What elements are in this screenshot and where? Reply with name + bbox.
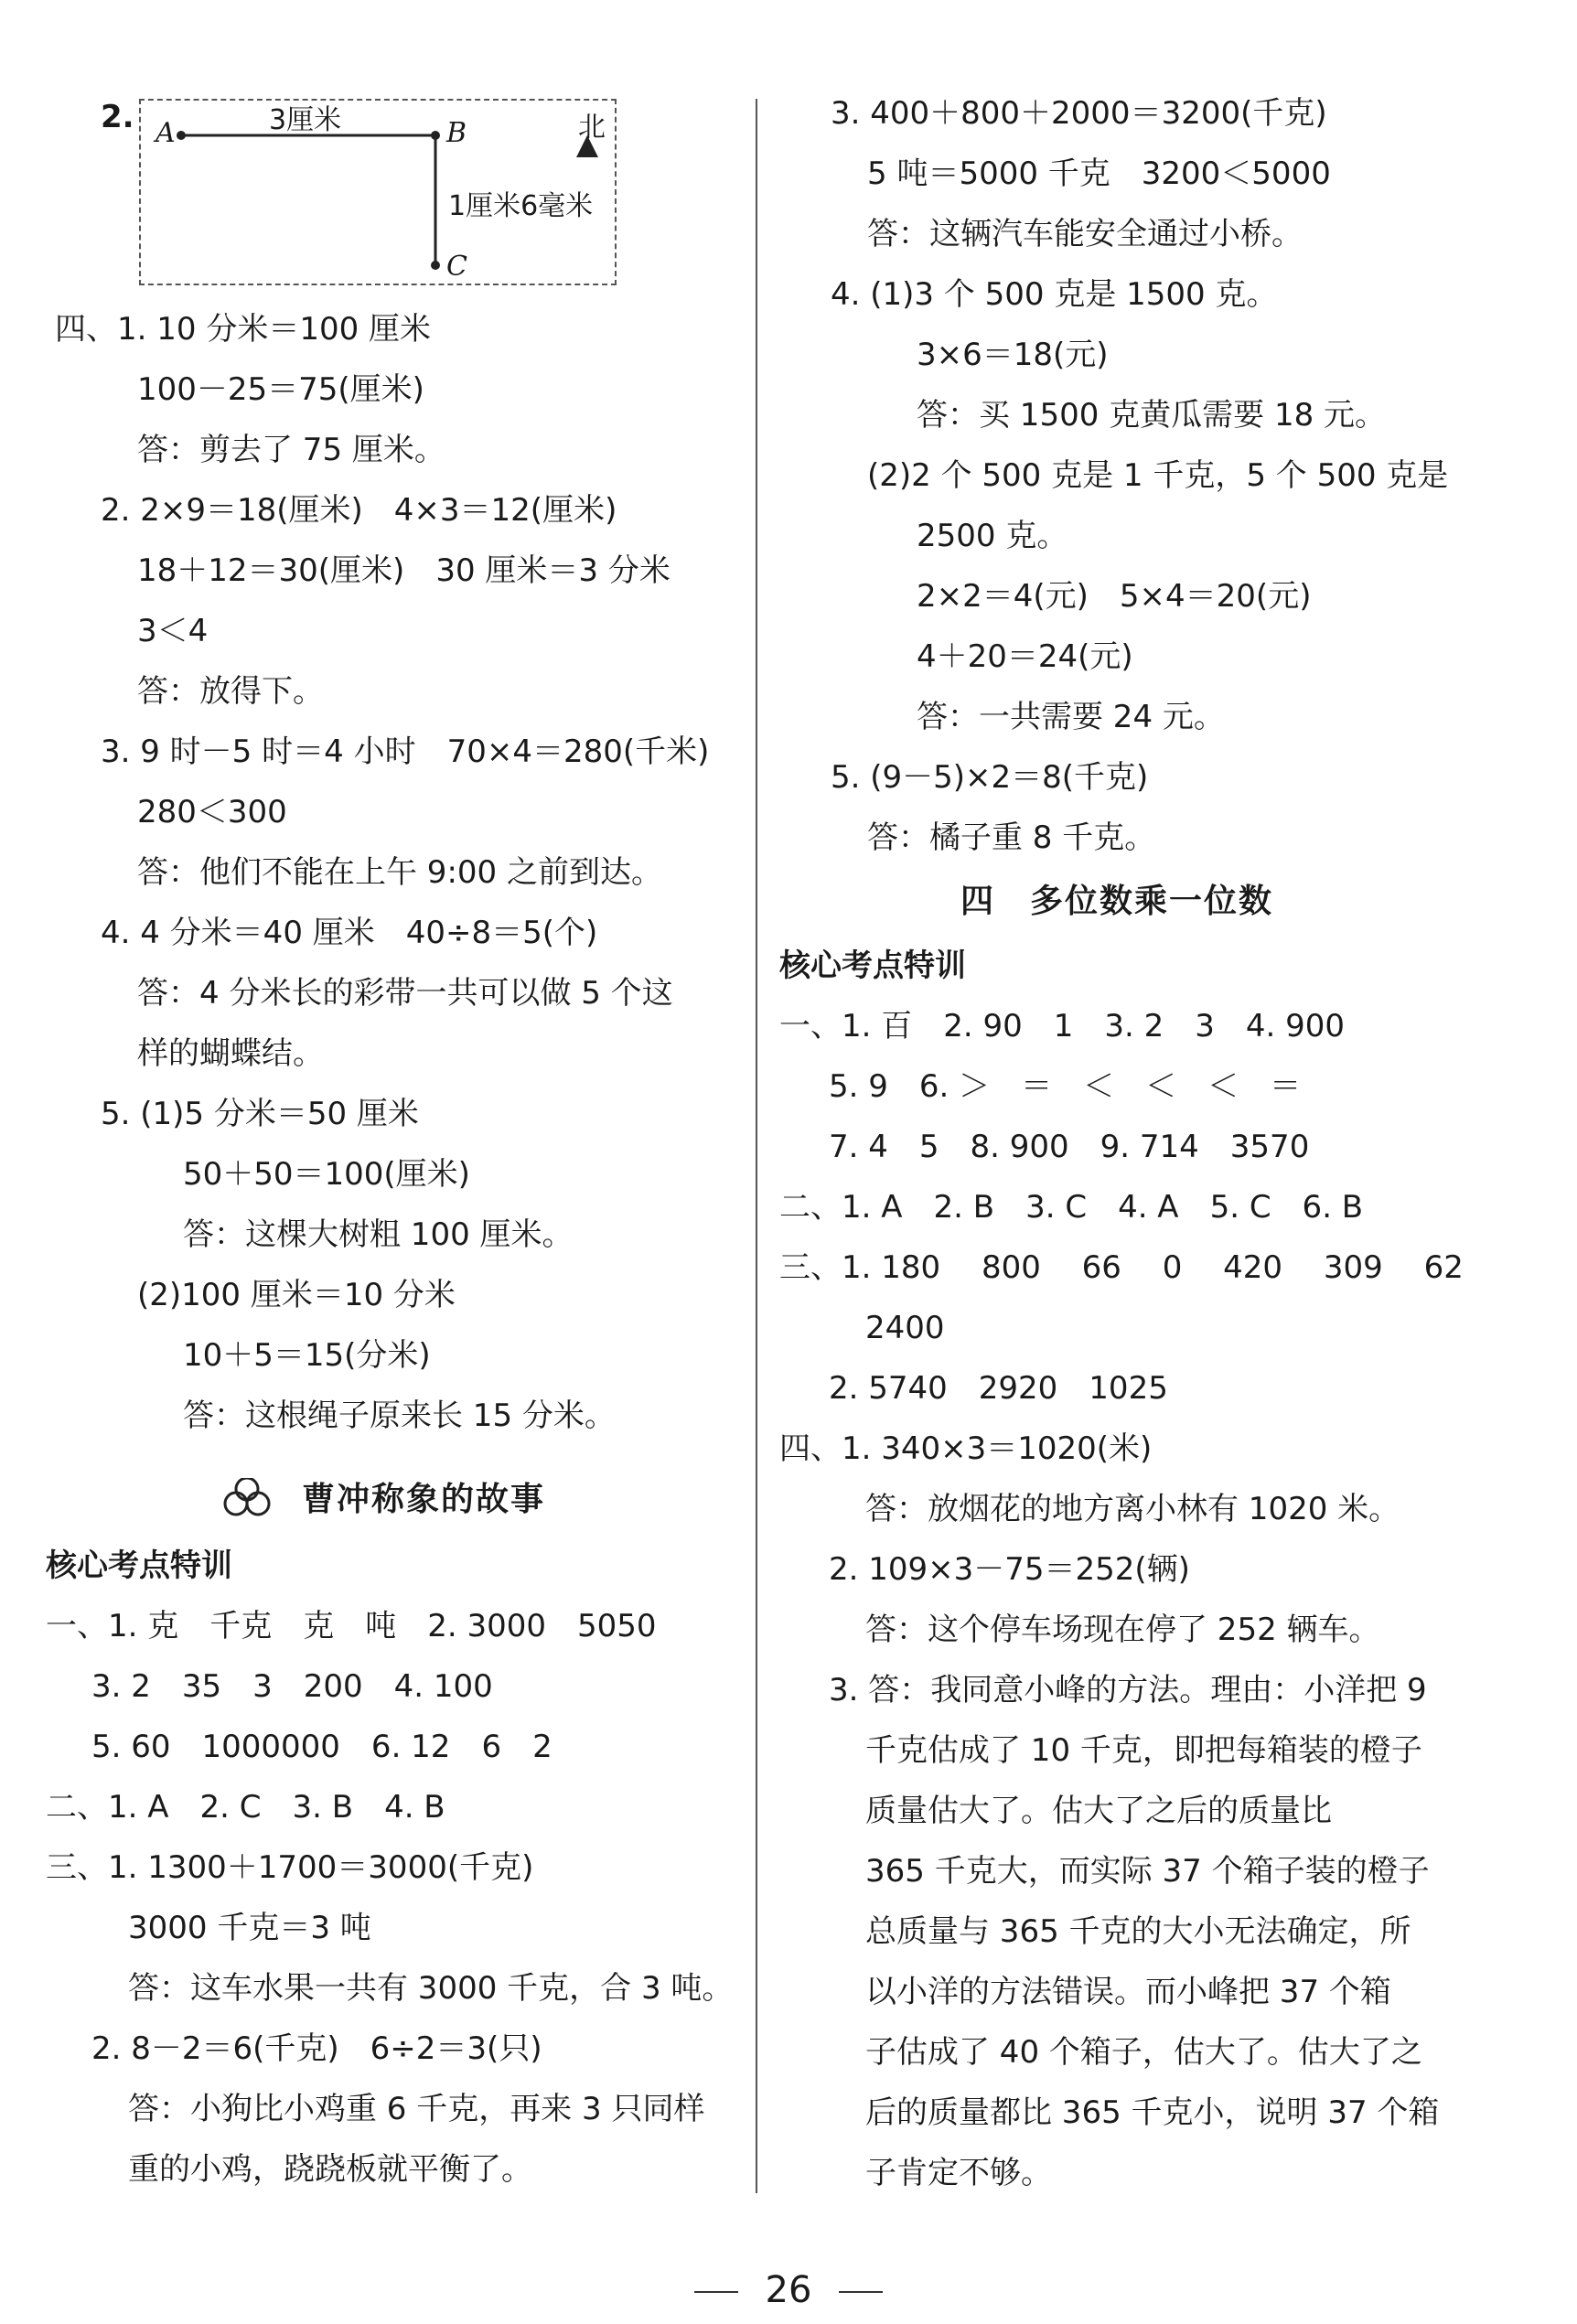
left-line: 2. 2×9＝18(厘米) 4×3＝12(厘米) [101, 492, 617, 529]
right-line-2: 2. 109×3－75＝252(辆) [829, 1551, 1190, 1588]
right-line-2: 质量估大了。估大了之后的质量比 [865, 1793, 1332, 1829]
page-number-text: 26 [765, 2269, 812, 2311]
subheading-left: 核心考点特训 [46, 1548, 232, 1584]
left-line-2: 答：这车水果一共有 3000 千克，合 3 吨。 [128, 1970, 734, 2007]
left-line: 100－25＝75(厘米) [137, 371, 424, 408]
right-line: 答：橘子重 8 千克。 [867, 819, 1156, 856]
right-line-2: 千克估成了 10 千克，即把每箱装的橙子 [865, 1732, 1422, 1769]
section-title-text: 曹冲称象的故事 [302, 1481, 546, 1518]
right-line: 2500 克。 [917, 518, 1068, 554]
left-line: 样的蝴蝶结。 [137, 1035, 324, 1072]
left-line: (2)100 厘米＝10 分米 [137, 1277, 456, 1313]
right-line-2: 7. 4 5 8. 900 9. 714 3570 [829, 1129, 1310, 1165]
left-line: 答：这棵大树粗 100 厘米。 [183, 1216, 574, 1253]
left-line-2: 答：小狗比小鸡重 6 千克，再来 3 只同样 [128, 2091, 705, 2127]
right-line-2: 答：这个停车场现在停了 252 辆车。 [865, 1612, 1380, 1648]
section-title-right: 四 多位数乘一位数 [960, 883, 1274, 920]
left-line-2: 三、1. 1300＋1700＝3000(千克) [46, 1849, 534, 1886]
point-c [431, 261, 440, 270]
left-line-2: 3. 2 35 3 200 4. 100 [91, 1668, 493, 1705]
direction-diagram [139, 99, 617, 285]
left-line: 4. 4 分米＝40 厘米 40÷8＝5(个) [101, 915, 598, 951]
label-north: 北 [578, 112, 606, 144]
label-c: C [446, 251, 467, 283]
left-line: 四、1. 10 分米＝100 厘米 [55, 311, 432, 348]
left-line-2: 2. 8－2＝6(千克) 6÷2＝3(只) [91, 2030, 542, 2067]
left-line: 答：他们不能在上午 9:00 之前到达。 [137, 854, 662, 891]
left-line-2: 一、1. 克 千克 克 吨 2. 3000 5050 [46, 1608, 657, 1644]
label-ab-length: 3厘米 [269, 104, 342, 136]
right-line-2: 5. 9 6. ＞ ＝ ＜ ＜ ＜ ＝ [829, 1068, 1302, 1105]
point-b [431, 131, 440, 140]
right-line-2: 子肯定不够。 [865, 2155, 1052, 2191]
left-line-2: 二、1. A 2. C 3. B 4. B [46, 1789, 445, 1826]
right-line: 5. (9－5)×2＝8(千克) [831, 759, 1149, 796]
right-line-2: 365 千克大，而实际 37 个箱子装的橙子 [865, 1853, 1430, 1890]
point-a [177, 131, 186, 140]
right-line-2: 子估成了 40 个箱子，估大了。估大了之 [865, 2034, 1422, 2071]
left-line-2: 5. 60 1000000 6. 12 6 2 [91, 1729, 552, 1765]
column-divider [756, 99, 757, 2193]
right-line-2: 后的质量都比 365 千克小，说明 37 个箱 [865, 2094, 1440, 2131]
right-line-2: 答：放烟花的地方离小林有 1020 米。 [865, 1491, 1400, 1527]
right-line: 3×6＝18(元) [917, 337, 1109, 373]
subheading-right: 核心考点特训 [779, 948, 966, 984]
right-line: 答：买 1500 克黄瓜需要 18 元。 [917, 397, 1387, 434]
left-line: 50＋50＝100(厘米) [183, 1156, 470, 1193]
left-line: 10＋5＝15(分米) [183, 1337, 431, 1374]
right-line: 答：一共需要 24 元。 [917, 699, 1225, 735]
label-a: A [156, 117, 176, 149]
left-line: 5. (1)5 分米＝50 厘米 [101, 1096, 419, 1132]
right-line-2: 二、1. A 2. B 3. C 4. A 5. C 6. B [779, 1189, 1364, 1226]
left-line: 280＜300 [137, 794, 287, 830]
trefoil-icon [218, 1478, 276, 1518]
right-line: 5 吨＝5000 千克 3200＜5000 [867, 155, 1331, 192]
left-line: 答：剪去了 75 厘米。 [137, 432, 445, 468]
label-b: B [446, 117, 467, 149]
right-line-2: 以小洋的方法错误。而小峰把 37 个箱 [865, 1974, 1391, 2010]
right-line: 4. (1)3 个 500 克是 1500 克。 [831, 276, 1278, 313]
left-line: 答：放得下。 [137, 673, 324, 710]
page-dash-right [839, 2291, 883, 2293]
right-line-2: 总质量与 365 千克的大小无法确定，所 [865, 1913, 1411, 1950]
right-line: 4＋20＝24(元) [917, 638, 1133, 675]
left-line: 答：这根绳子原来长 15 分米。 [183, 1398, 616, 1434]
left-line-2: 重的小鸡，跷跷板就平衡了。 [128, 2151, 532, 2188]
left-line: 答：4 分米长的彩带一共可以做 5 个这 [137, 975, 673, 1012]
page-dash-left [694, 2291, 738, 2293]
left-line: 3. 9 时－5 时＝4 小时 70×4＝280(千米) [101, 734, 710, 770]
label-bc-length: 1厘米6毫米 [448, 190, 594, 222]
right-line-2: 三、1. 180 800 66 0 420 309 62 [779, 1249, 1464, 1286]
right-line: (2)2 个 500 克是 1 千克，5 个 500 克是 [867, 457, 1449, 494]
page-number [0, 2268, 1577, 2312]
left-line: 18＋12＝30(厘米) 30 厘米＝3 分米 [137, 552, 670, 589]
right-line-2: 四、1. 340×3＝1020(米) [779, 1430, 1153, 1467]
left-line-2: 3000 千克＝3 吨 [128, 1910, 371, 1946]
right-line-2: 2400 [865, 1310, 945, 1346]
left-line: 3＜4 [137, 613, 209, 649]
right-line: 答：这辆汽车能安全通过小桥。 [867, 216, 1303, 252]
right-line: 3. 400＋800＋2000＝3200(千克) [831, 95, 1327, 132]
right-line: 2×2＝4(元) 5×4＝20(元) [917, 578, 1312, 615]
right-line-2: 2. 5740 2920 1025 [829, 1370, 1168, 1407]
diagram-number: 2. [101, 99, 134, 135]
right-line-2: 3. 答：我同意小峰的方法。理由：小洋把 9 [829, 1672, 1427, 1708]
right-line-2: 一、1. 百 2. 90 1 3. 2 3 4. 900 [779, 1008, 1346, 1044]
